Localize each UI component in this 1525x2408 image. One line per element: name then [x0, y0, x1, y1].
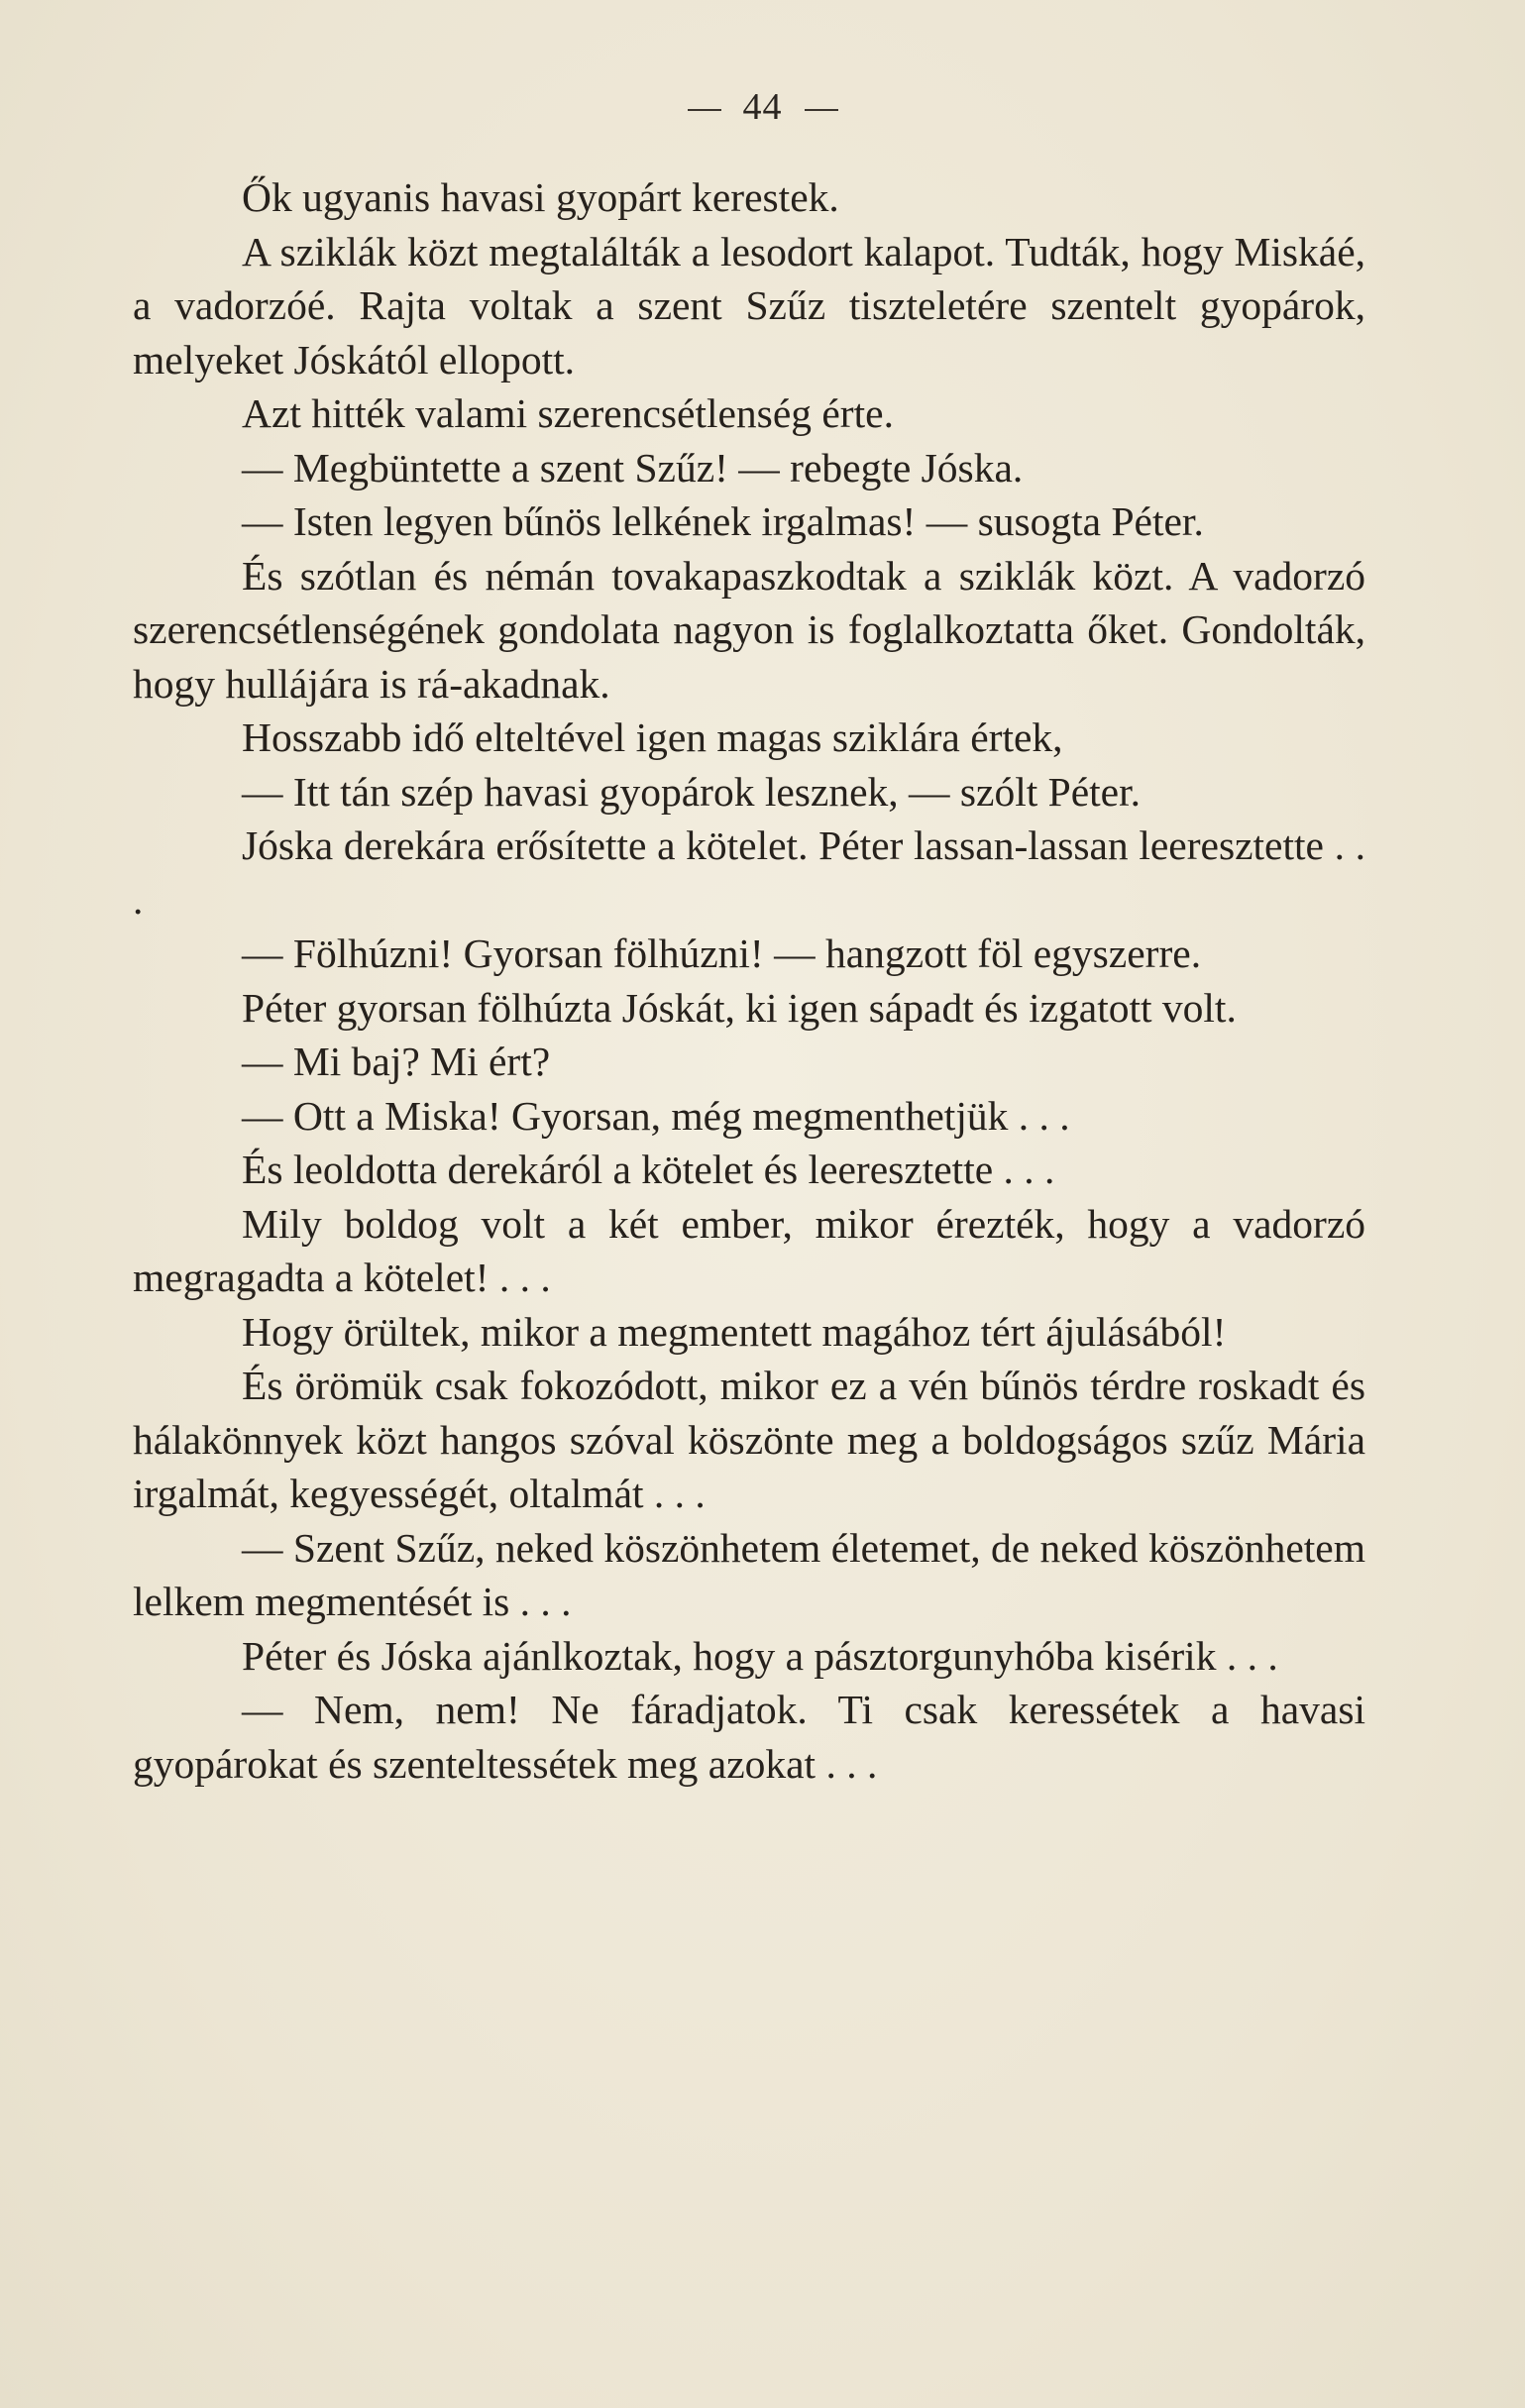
page-number-line [0, 85, 1525, 129]
paragraph: — Nem, nem! Ne fáradjatok. Ti csak keressétek a havasi gyopárokat és szenteltessétek meg azokat . . . [133, 1687, 1365, 1787]
page-number: 44 [742, 86, 783, 128]
body-text [133, 170, 1365, 1791]
paragraph: Azt hitték valami szerencsétlenség érte. [242, 390, 894, 436]
paragraph: — Megbüntette a szent Szűz! — rebegte Jóska. [242, 444, 1024, 491]
paragraph: Ők ugyanis havasi gyopárt kerestek. [242, 174, 839, 220]
paragraph: És szótlan és némán tovakapaszkodtak a sziklák közt. A vadorzó szerencsétlenségének gondolata nagyon is foglalkoztatta őket. Gondolták, hogy hullájára is rá-akadnak. [133, 552, 1365, 707]
right-dash [805, 109, 838, 111]
paragraph: Mily boldog volt a két ember, mikor érezték, hogy a vadorzó megragadta a kötelet! . . . [133, 1200, 1365, 1300]
paragraph: Hogy örültek, mikor a megmentett magához tért ájulásából! [242, 1308, 1227, 1355]
paragraph: — Fölhúzni! Gyorsan fölhúzni! — hangzott föl egyszerre. [242, 930, 1202, 976]
paragraph: Hosszabb idő elteltével igen magas sziklára értek, [242, 714, 1063, 760]
paragraph: És örömük csak fokozódott, mikor ez a vén bűnös térdre roskadt és hálakönnyek közt hangos szóval köszönte meg a boldogságos szűz Mária irgalmát, kegyességét, oltalmát . . . [133, 1363, 1365, 1516]
paragraph: És leoldotta derekáról a kötelet és leeresztette . . . [242, 1147, 1055, 1192]
paragraph: Jóska derekára erősítette a kötelet. Péter lassan-lassan leeresztette . . . [133, 822, 1365, 923]
paragraph: — Itt tán szép havasi gyopárok lesznek, — szólt Péter. [242, 768, 1142, 815]
paragraph: Péter és Jóska ajánlkoztak, hogy a pásztorgunyhóba kisérik . . . [242, 1632, 1278, 1679]
paragraph: Péter gyorsan fölhúzta Jóskát, ki igen sápadt és izgatott volt. [242, 984, 1237, 1031]
paragraph: A sziklák közt megtalálták a lesodort kalapot. Tudták, hogy Miskáé, a vadorzóé. Rajta voltak a szent Szűz tiszteletére szentelt gyopárok, melyeket Jóskától ellopott. [133, 228, 1365, 383]
left-dash [688, 109, 721, 111]
paragraph: — Isten legyen bűnös lelkének irgalmas! — susogta Péter. [242, 498, 1204, 544]
paragraph: — Mi baj? Mi ért? [242, 1039, 551, 1084]
paragraph: — Szent Szűz, neked köszönhetem életemet, de neked köszönhetem lelkem megmentését is . . . [133, 1524, 1365, 1624]
paragraph: — Ott a Miska! Gyorsan, még megmenthetjük . . . [242, 1092, 1070, 1139]
